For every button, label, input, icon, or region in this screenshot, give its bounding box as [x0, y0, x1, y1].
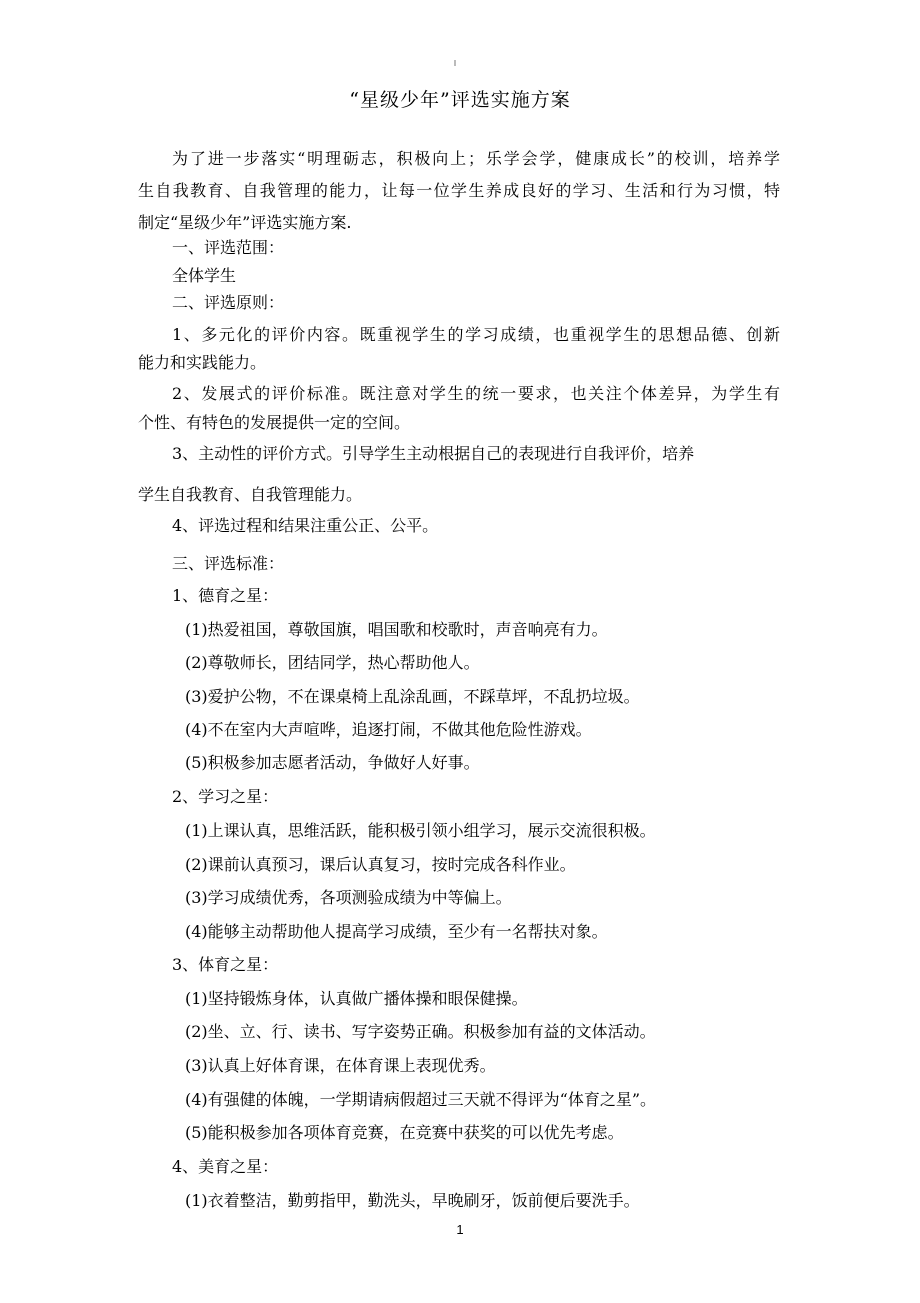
moral-item-3: (3)爱护公物，不在课桌椅上乱涂乱画，不踩草坪，不乱扔垃圾。: [185, 687, 640, 706]
study-item-4: (4)能够主动帮助他人提高学习成绩，至少有一名帮扶对象。: [185, 922, 608, 941]
subheading-arts-star: 4、美育之星：: [172, 1157, 279, 1176]
intro-line-2: 生自我教育、自我管理的能力，让每一位学生养成良好的学习、生活和行为习惯，特: [138, 181, 780, 200]
page-number: 1: [456, 1222, 464, 1237]
page-title: “星级少年”评选实施方案: [349, 89, 571, 111]
moral-item-5: (5)积极参加志愿者活动，争做好人好事。: [185, 753, 480, 772]
subheading-sports-star: 3、体育之星：: [172, 955, 279, 974]
principle-3-line-1: 3、主动性的评价方式。引导学生主动根据自己的表现进行自我评价，培养: [172, 444, 695, 463]
principle-1-line-1: 1、多元化的评价内容。既重视学生的学习成绩，也重视学生的思想品德、创新: [172, 325, 780, 344]
principle-3-line-2: 学生自我教育、自我管理能力。: [138, 485, 363, 504]
study-item-2: (2)课前认真预习，课后认真复习，按时完成各科作业。: [185, 855, 576, 874]
sports-item-4: (4)有强健的体魄，一学期请病假超过三天就不得评为“体育之星”。: [185, 1090, 657, 1109]
sports-item-1: (1)坚持锻炼身体，认真做广播体操和眼保健操。: [185, 989, 528, 1008]
moral-item-4: (4)不在室内大声喧哗，追逐打闹，不做其他危险性游戏。: [185, 720, 592, 739]
subheading-study-star: 2、学习之星：: [172, 787, 279, 806]
moral-item-1: (1)热爱祖国，尊敬国旗，唱国歌和校歌时，声音响亮有力。: [185, 620, 608, 639]
section-heading-principles: 二、评选原则：: [172, 293, 285, 312]
principle-1-line-2: 能力和实践能力。: [138, 353, 267, 372]
principle-2-line-2: 个性、有特色的发展提供一定的空间。: [138, 413, 411, 432]
arts-item-1: (1)衣着整洁，勤剪指甲，勤洗头，早晚刷牙，饭前便后要洗手。: [185, 1191, 640, 1210]
scope-content: 全体学生: [172, 266, 237, 285]
sports-item-5: (5)能积极参加各项体育竞赛，在竞赛中获奖的可以优先考虑。: [185, 1123, 624, 1142]
intro-line-1: 为了进一步落实“明理砺志，积极向上；乐学会学，健康成长”的校训，培养学: [172, 149, 780, 168]
section-heading-standards: 三、评选标准：: [172, 554, 285, 573]
principle-2-line-1: 2、发展式的评价标准。既注意对学生的统一要求，也关注个体差异，为学生有: [172, 384, 780, 403]
intro-line-3: 制定“星级少年”评选实施方案.: [138, 213, 352, 232]
study-item-1: (1)上课认真，思维活跃，能积极引领小组学习，展示交流很积极。: [185, 821, 656, 840]
sports-item-2: (2)坐、立、行、读书、写字姿势正确。积极参加有益的文体活动。: [185, 1022, 656, 1041]
study-item-3: (3)学习成绩优秀，各项测验成绩为中等偏上。: [185, 888, 512, 907]
moral-item-2: (2)尊敬师长，团结同学，热心帮助他人。: [185, 653, 480, 672]
subheading-moral-star: 1、德育之星：: [172, 586, 279, 605]
principle-4: 4、评选过程和结果注重公正、公平。: [172, 516, 439, 535]
section-heading-scope: 一、评选范围：: [172, 238, 285, 257]
sports-item-3: (3)认真上好体育课，在体育课上表现优秀。: [185, 1056, 496, 1075]
header-mark: [454, 60, 456, 66]
